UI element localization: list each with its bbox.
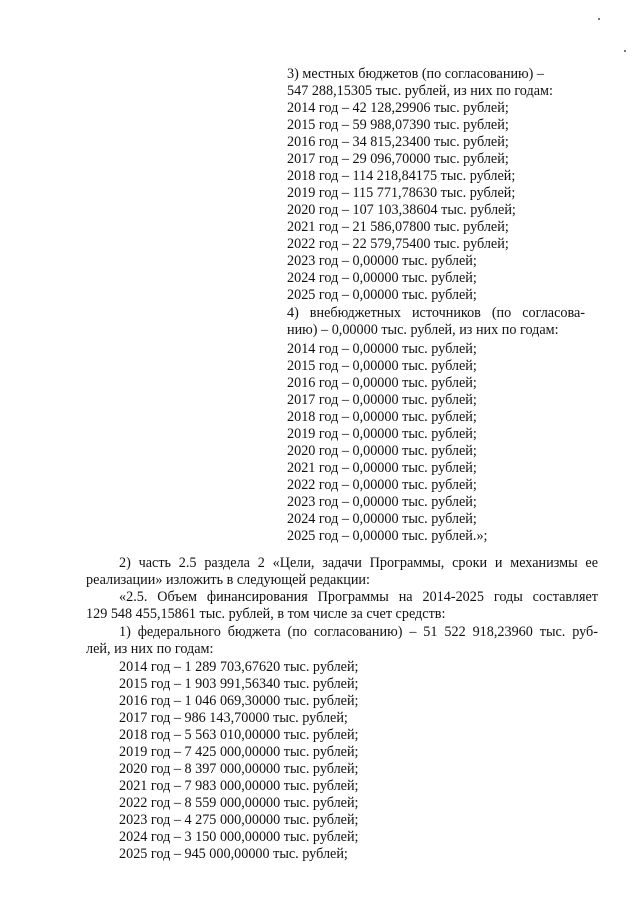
federal-budget-year: 2019 год – 7 425 000,00000 тыс. рублей; [119, 744, 359, 760]
local-budget-heading: 3) местных бюджетов (по согласованию) – [287, 66, 545, 82]
local-budget-year: 2015 год – 59 988,07390 тыс. рублей; [287, 117, 509, 133]
extrabudget-year: 2021 год – 0,00000 тыс. рублей; [287, 460, 477, 476]
extrabudget-year: 2020 год – 0,00000 тыс. рублей; [287, 443, 477, 459]
federal-budget-year: 2018 год – 5 563 010,00000 тыс. рублей; [119, 727, 359, 743]
extrabudget-year: 2023 год – 0,00000 тыс. рублей; [287, 494, 477, 510]
amendment-paragraph-line: реализации» изложить в следующей редакции: [86, 572, 370, 588]
local-budget-year: 2023 год – 0,00000 тыс. рублей; [287, 253, 477, 269]
amendment-paragraph-line: 2) часть 2.5 раздела 2 «Цели, задачи Программы, сроки и механизмы ее [119, 555, 598, 571]
federal-budget-year: 2022 год – 8 559 000,00000 тыс. рублей; [119, 795, 359, 811]
local-budget-total: 547 288,15305 тыс. рублей, из них по годам: [287, 83, 553, 99]
extrabudget-year: 2024 год – 0,00000 тыс. рублей; [287, 511, 477, 527]
federal-budget-year: 2014 год – 1 289 703,67620 тыс. рублей; [119, 659, 359, 675]
local-budget-year: 2022 год – 22 579,75400 тыс. рублей; [287, 236, 509, 252]
extrabudget-year: 2014 год – 0,00000 тыс. рублей; [287, 341, 477, 357]
federal-budget-year: 2016 год – 1 046 069,30000 тыс. рублей; [119, 693, 359, 709]
federal-budget-year: 2021 год – 7 983 000,00000 тыс. рублей; [119, 778, 359, 794]
extrabudget-year: 2022 год – 0,00000 тыс. рублей; [287, 477, 477, 493]
federal-budget-year: 2025 год – 945 000,00000 тыс. рублей; [119, 846, 348, 862]
extrabudget-year: 2018 год – 0,00000 тыс. рублей; [287, 409, 477, 425]
extrabudget-year: 2017 год – 0,00000 тыс. рублей; [287, 392, 477, 408]
federal-budget-line: лей, из них по годам: [86, 641, 214, 657]
extrabudget-year: 2025 год – 0,00000 тыс. рублей.»; [287, 528, 488, 544]
extrabudget-year: 2015 год – 0,00000 тыс. рублей; [287, 358, 477, 374]
extrabudget-heading: 4) внебюджетных источников (по согласова- [287, 305, 585, 321]
federal-budget-year: 2024 год – 3 150 000,00000 тыс. рублей; [119, 829, 359, 845]
local-budget-year: 2014 год – 42 128,29906 тыс. рублей; [287, 100, 509, 116]
local-budget-year: 2020 год – 107 103,38604 тыс. рублей; [287, 202, 516, 218]
federal-budget-year: 2015 год – 1 903 991,56340 тыс. рублей; [119, 676, 359, 692]
local-budget-year: 2019 год – 115 771,78630 тыс. рублей; [287, 185, 516, 201]
local-budget-year: 2025 год – 0,00000 тыс. рублей; [287, 287, 477, 303]
extrabudget-year: 2016 год – 0,00000 тыс. рублей; [287, 375, 477, 391]
financing-paragraph-line: «2.5. Объем финансирования Программы на 2014-2025 годы составляет [119, 589, 598, 605]
federal-budget-year: 2023 год – 4 275 000,00000 тыс. рублей; [119, 812, 359, 828]
federal-budget-year: 2020 год – 8 397 000,00000 тыс. рублей; [119, 761, 359, 777]
federal-budget-line: 1) федерального бюджета (по согласованию) – 51 522 918,23960 тыс. руб- [119, 624, 598, 640]
local-budget-year: 2017 год – 29 096,70000 тыс. рублей; [287, 151, 509, 167]
federal-budget-year: 2017 год – 986 143,70000 тыс. рублей; [119, 710, 348, 726]
local-budget-year: 2016 год – 34 815,23400 тыс. рублей; [287, 134, 509, 150]
financing-paragraph-line: 129 548 455,15861 тыс. рублей, в том числе за счет средств: [86, 606, 446, 622]
extrabudget-total: нию) – 0,00000 тыс. рублей, из них по годам: [287, 322, 559, 338]
local-budget-year: 2021 год – 21 586,07800 тыс. рублей; [287, 219, 509, 235]
local-budget-year: 2018 год – 114 218,84175 тыс. рублей; [287, 168, 516, 184]
scan-mark [624, 50, 626, 52]
scan-mark [598, 18, 600, 20]
local-budget-year: 2024 год – 0,00000 тыс. рублей; [287, 270, 477, 286]
extrabudget-year: 2019 год – 0,00000 тыс. рублей; [287, 426, 477, 442]
